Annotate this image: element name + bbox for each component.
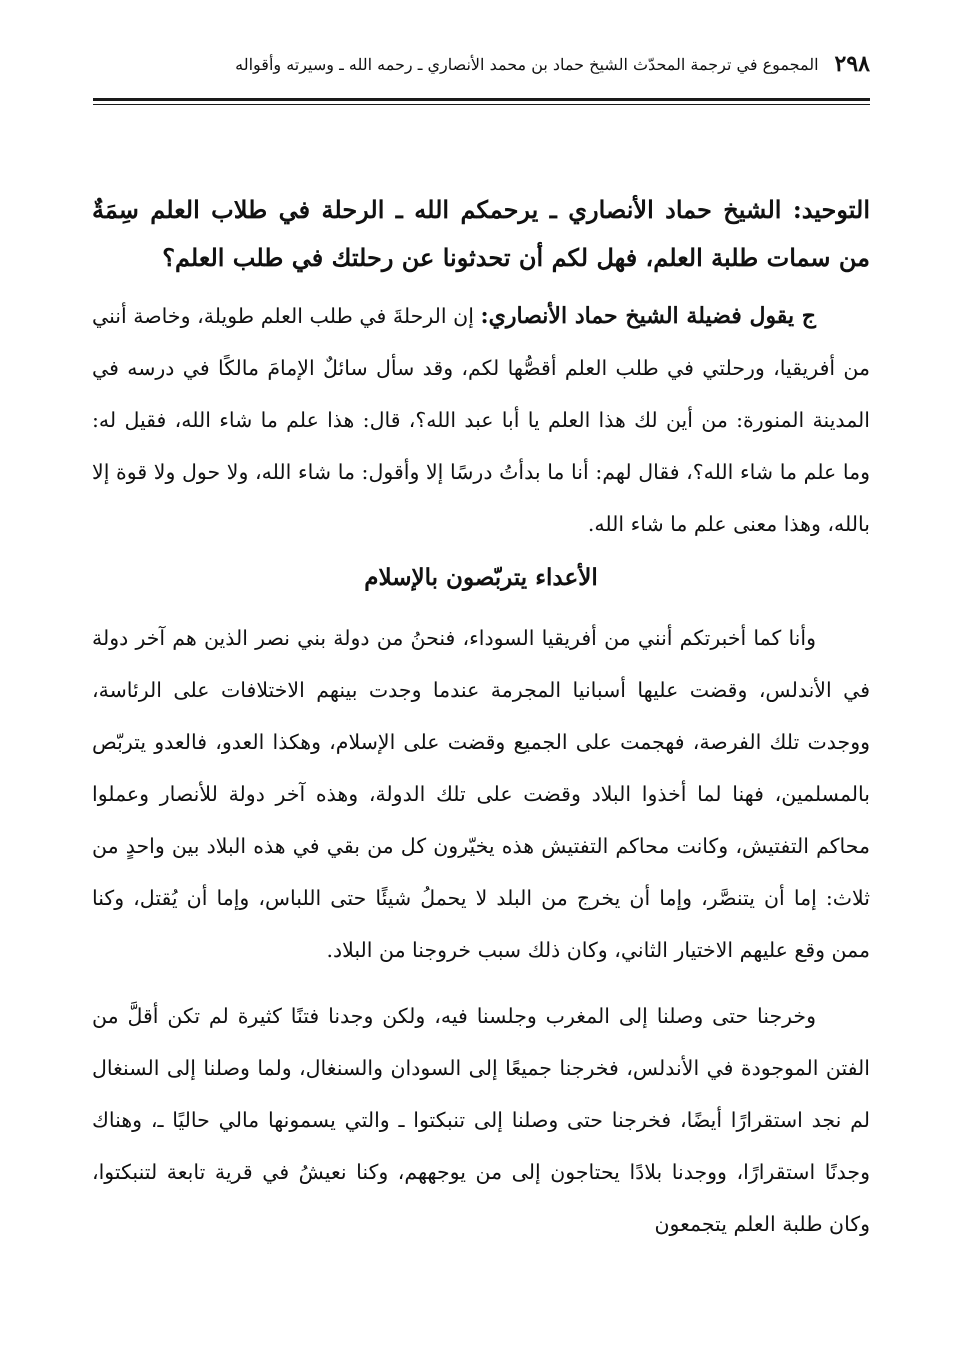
paragraph-andalus: وأنا كما أخبرتكم أنني من أفريقيا السوداء، فنحنُ من دولة بني نصر الذين هم آخر دولة في الأندلس، وقضت عليها أسبانيا المجرمة عندما وجدت بينهم الاختلافات على الرئاسة، ووجدت تلك الفرصة، فهجمت على الجميع وقضت على الإسلام، وهكذا العدو، فالعدو يتربّص بالمسلمين، فهنا لما أخذوا البلاد وقضت على تلك الدولة، وهذه آخر دولة للأنصار وعملوا محاكم التفتيش، وكانت محاكم التفتيش هذه يخيّرون كل من بقي في هذه البلاد بين واحدٍ من ثلاث: إما أن يتنصَّر، وإما أن يخرج من البلد لا يحملُ شيئًا حتى اللباس، وإما أن يُقتل، وكنا ممن وقع عليهم الاختيار الثاني، وكان ذلك سبب خروجنا من البلاد. [92,626,870,962]
body-text [92,186,870,1250]
paragraph-journey: وخرجنا حتى وصلنا إلى المغرب وجلسنا فيه، ولكن وجدنا فتنًا كثيرة لم تكن أقلَّ من الفتن الموجودة في الأندلس، فخرجنا جميعًا إلى السودان والسنغال، ولما وصلنا إلى السنغال لم نجد استقرارًا أيضًا، فخرجنا حتى وصلنا إلى تنبكتوا ـ والتي يسمونها مالي حاليًا ـ، وهناك وجدنًا استقرارًا، ووجدنا بلادًا يحتاجون إلى من يوجههم، وكنا نعيشُ في قرية تابعة لتنبكتوا، وكان طلبة العلم يتجمعون [92,1004,870,1236]
answer-lead: ج يقول فضيلة الشيخ حماد الأنصاري: [480,303,817,329]
page-number: ٢٩٨ [834,51,870,77]
answer-text: إن الرحلةَ في طلب العلم طويلة، وخاصة أنني من أفريقيا، ورحلتي في طلب العلم أقصُّها لكم، وقد سأل سائلٌ الإمامَ مالكًا في درسه في المدينة المنورة: من أين لك هذا العلم يا أبا عبد الله؟، قال: هذا علم ما شاء الله، فقيل له: وما علم ما شاء الله؟، فقال لهم: أنا ما بدأتُ درسًا إلا وأقول: ما شاء الله، ولا حول ولا قوة إلا بالله، وهذا معنى علم ما شاء الله. [92,304,870,536]
running-title: المجموع في ترجمة المحدّث الشيخ حماد بن محمد الأنصاري ـ رحمه الله ـ وسيرته وأقواله [235,54,819,74]
header-rule-thin [93,104,870,105]
paragraph-gap [92,976,870,990]
page-header [95,44,870,84]
interview-question: التوحيد: الشيخ حماد الأنصاري ـ يرحمكم الله ـ الرحلة في طلاب العلم سِمَةٌ من سمات طلبة العلم، فهل لكم أن تحدثونا عن رحلتك في طلب العلم؟ [92,195,870,272]
section-heading: الأعداء يتربّصون بالإسلام [364,564,598,591]
answer-paragraph [92,290,870,550]
header-rule-thick [93,98,870,101]
